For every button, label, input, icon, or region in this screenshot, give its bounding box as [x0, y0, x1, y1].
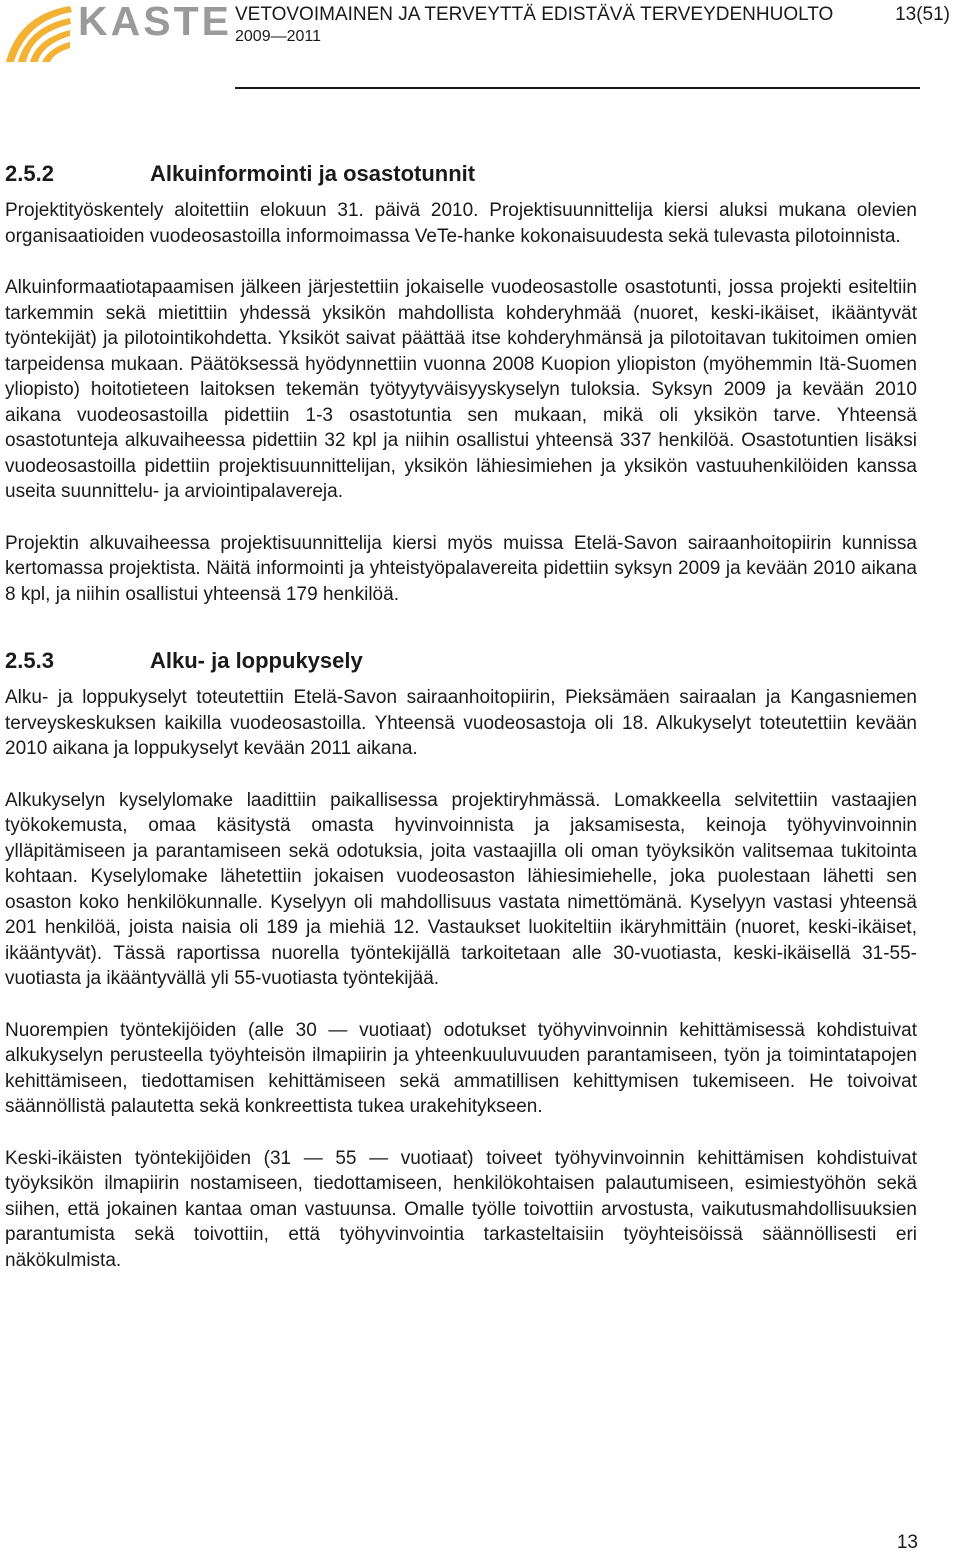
- page-of-total: 13(51): [895, 4, 950, 25]
- section-title: Alkuinformointi ja osastotunnit: [150, 161, 476, 186]
- paragraph: Alkuinformaatiotapaamisen jälkeen järjestettiin jokaiselle vuodeosastolle osastotunti, jossa projekti esiteltiin tarkemmin sekä mietittiin yhdessä yksikön mahdollista kohderyhmää (nuoret, keski-ikäiset, ikääntyvät työntekijät) ja pilotointikohdetta. Yksiköt saivat päättää itse kohderyhmänsä ja pilotoitavan tukitoimen omien tarpeidensa mukaan. Päätöksessä hyödynnettiin vuonna 2008 Kuopion yliopiston (myöhemmin Itä-Suomen yliopisto) hoitotieteen laitoksen tekemän työtyytyväisyyskyselyn tuloksia. Syksyn 2009 ja kevään 2010 aikana vuodeosastoilla pidettiin 1-3 osastotuntia sen mukaan, mikä oli yksikön tarve. Yhteensä osastotunteja alkuvaiheessa pidettiin 32 kpl ja niihin osallistui yhteensä 337 henkilöä. Osastotuntien lisäksi vuodeosastoilla pidettiin projektisuunnittelijan, yksikön lähiesimiehen ja yksikön vastuuhenkilöiden kanssa useita suunnittelu- ja arviointipalavereja.: [5, 277, 917, 502]
- page-header: [0, 0, 960, 92]
- section-title: Alku- ja loppukysely: [150, 648, 363, 673]
- paragraph: Projektityöskentely aloitettiin elokuun 31. päivä 2010. Projektisuunnittelija kiersi aluksi mukana olevien organisaatioiden vuodeosastoilla informoimassa VeTe-hanke kokonaisuudesta sekä tulevasta pilotoinnista.: [5, 200, 917, 247]
- section-heading: [5, 156, 917, 192]
- header-divider: [235, 87, 920, 89]
- paragraph: Alku- ja loppukyselyt toteutettiin Etelä-Savon sairaanhoitopiirin, Pieksämäen sairaalan ja Kangasniemen terveyskeskuksen kaikilla vuodeosastoilla. Yhteensä vuodeosastoja oli 18. Alkukyselyt toteutettiin kevään 2010 aikana ja loppukyselyt kevään 2011 aikana.: [5, 687, 917, 759]
- paragraph: Nuorempien työntekijöiden (alle 30 — vuotiaat) odotukset työhyvinvoinnin kehittämisessä kohdistuivat alkukyselyn perusteella työyhteisön ilmapiirin ja yhteenkuuluvuuden parantamiseen, työn ja toimintatapojen kehittämiseen, tiedottamisen kehittämiseen sekä ammatillisen kehittymisen tukemiseen. He toivoivat säännöllistä palautetta sekä konkreettista tukea urakehitykseen.: [5, 1019, 917, 1117]
- paragraph: Alkukyselyn kyselylomake laadittiin paikallisessa projektiryhmässä. Lomakkeella selvitettiin vastaajien työkokemusta, omaa käsitystä omasta hyvinvoinnista ja jaksamisesta, keinoja työhyvinvoinnin ylläpitämiseen ja parantamiseen sekä odotuksia, joita vastaajilla oli oman työyksikön valitsemaa tukitointa kohtaan. Kyselylomake lähetettiin jokaisen vuodeosaston lähiesimiehelle, joka puolestaan lähetti sen osaston koko henkilökunnalle. Kyselyyn oli mahdollisuus vastata nimettömänä. Kyselyyn vastasi yhteensä 201 henkilöä, joista naisia oli 189 ja miehiä 12. Vastaukset luokiteltiin ikäryhmittäin (nuoret, keski-ikäiset, ikääntyvät). Tässä raportissa nuorella työntekijällä tarkoitetaan alle 30-vuotiasta, keski-ikäisellä 31-55-vuotiasta ja ikääntyvällä yli 55-vuotiasta työntekijää.: [5, 789, 917, 989]
- page-number: 13: [896, 1532, 918, 1553]
- logo-text: KASTE: [78, 0, 232, 44]
- document-title: VETOVOIMAINEN JA TERVEYTTÄ EDISTÄVÄ TERVEYDENHUOLTO: [235, 4, 834, 25]
- section-number: 2.5.3: [5, 648, 54, 673]
- paragraph: Keski-ikäisten työntekijöiden (31 — 55 — vuotiaat) toiveet työhyvinvoinnin kehittämisen kohdistuivat työyksikön ilmapiirin nostamiseen, tiedottamiseen, henkilökohtaisen palautumiseen, esimiestyöhön sekä siihen, että jokainen kantaa oman vastuunsa. Omalle työlle toivottiin arvostusta, vaikutusmahdollisuuksien parantumista sekä toivottiin, että työhyvinvointia tarkasteltaisiin työyhteisöissä säännöllisesti eri näkökulmista.: [5, 1147, 917, 1271]
- document-body: [5, 156, 917, 1273]
- document-years: 2009—2011: [235, 28, 321, 45]
- section-number: 2.5.2: [5, 161, 54, 186]
- paragraph: Projektin alkuvaiheessa projektisuunnittelija kiersi myös muissa Etelä-Savon sairaanhoitopiirin kunnissa kertomassa projektista. Näitä informointi ja yhteistyöpalavereita pidettiin syksyn 2009 ja kevään 2010 aikana 8 kpl, ja niihin osallistui yhteensä 179 henkilöä.: [5, 532, 917, 605]
- kaste-logo: [4, 0, 232, 66]
- section-heading: [5, 643, 917, 679]
- sun-rays-icon: [4, 2, 78, 64]
